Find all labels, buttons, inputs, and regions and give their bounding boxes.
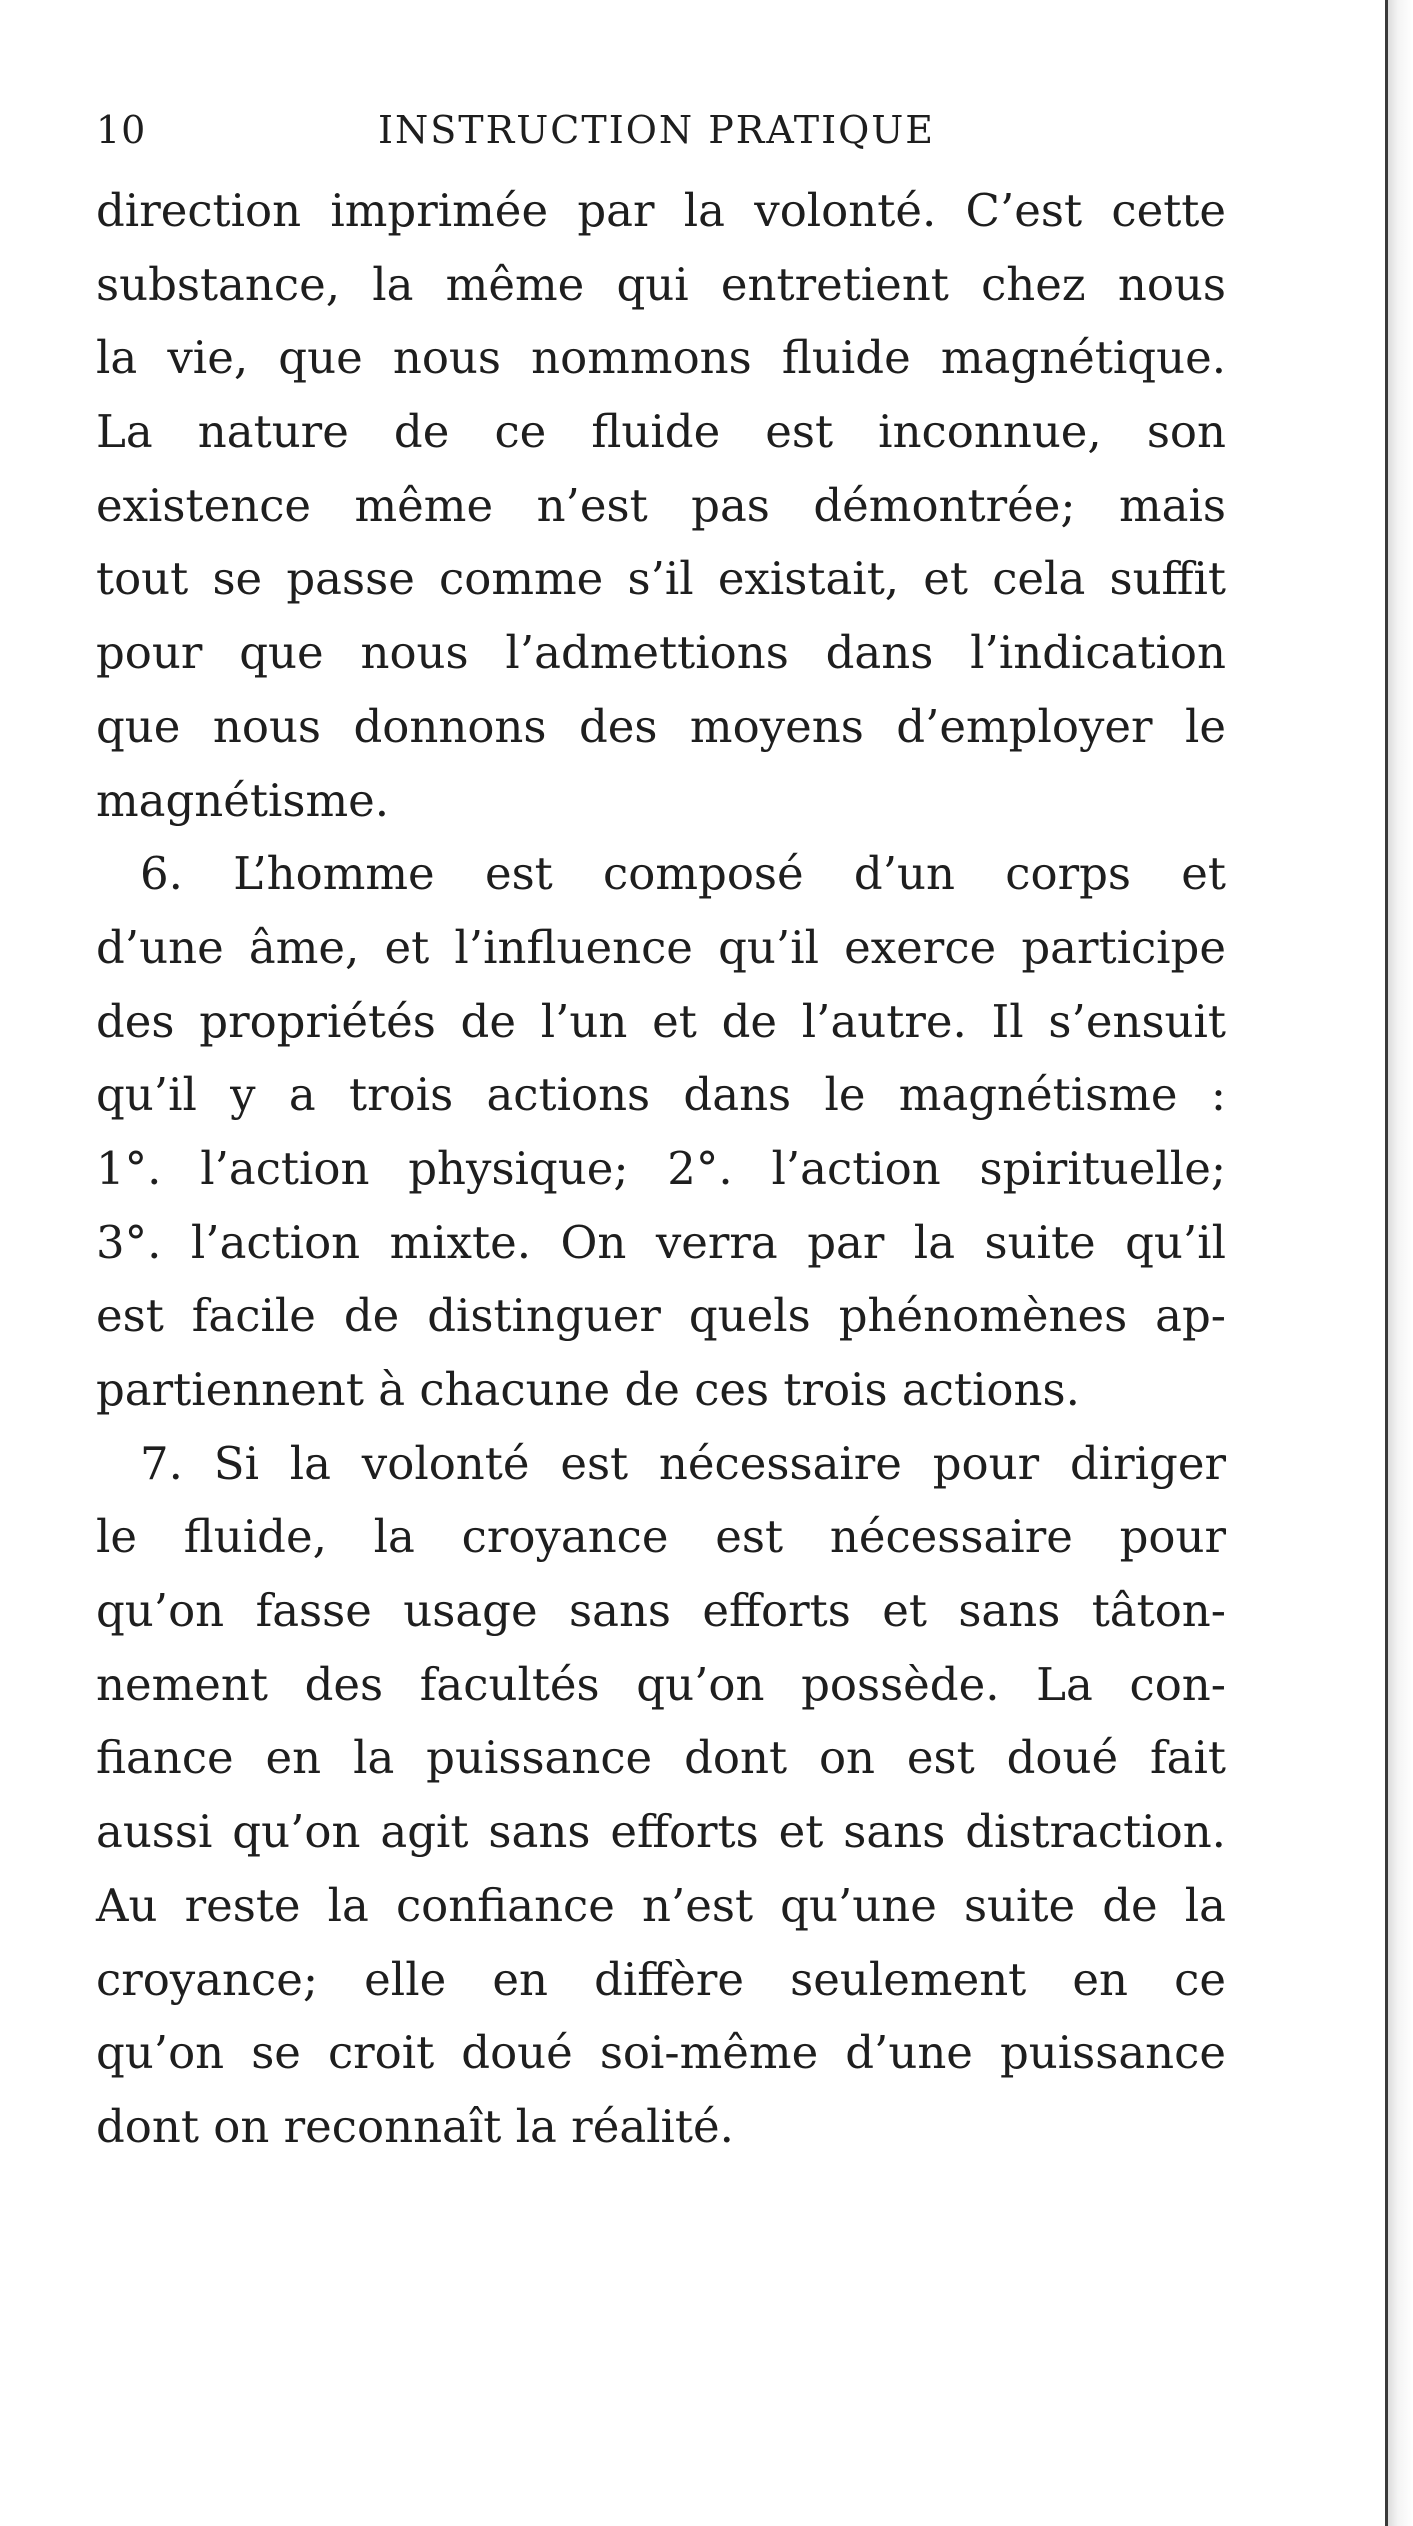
text-line: La nature de ce fluide est inconnue, son (96, 405, 1226, 459)
text-line: aussi qu’on agit sans efforts et sans distraction. (96, 1805, 1226, 1859)
page-number: 10 (96, 108, 147, 152)
text-line: 1°. l’action physique; 2°. l’action spirituelle; (96, 1141, 1226, 1195)
text-line: magnétisme. (96, 773, 390, 827)
text-line: dont on reconnaît la réalité. (96, 2099, 734, 2153)
text-line: existence même n’est pas démontrée; mais (96, 478, 1226, 532)
body-text (96, 174, 1226, 2164)
running-header (96, 108, 1266, 164)
text-line: tout se passe comme s’il existait, et cela suffit (96, 552, 1226, 606)
text-line: pour que nous l’admettions dans l’indication (96, 626, 1226, 680)
text-line: nement des facultés qu’on possède. La con- (96, 1657, 1226, 1711)
text-line: le fluide, la croyance est nécessaire pour (96, 1510, 1226, 1564)
text-line: 3°. l’action mixte. On verra par la suite qu’il (96, 1215, 1226, 1269)
text-line: que nous donnons des moyens d’employer le (96, 699, 1226, 753)
text-line: partiennent à chacune de ces trois actions. (96, 1363, 1080, 1416)
text-line: substance, la même qui entretient chez nous (96, 257, 1226, 311)
page-edge-shadow (1388, 0, 1413, 2526)
text-line: croyance; elle en diffère seulement en ce (96, 1952, 1226, 2006)
paragraph-6-first-line: 6. L’homme est composé d’un corps et (140, 847, 1226, 901)
text-line: qu’on se croit doué soi-même d’une puissance (96, 2026, 1226, 2080)
text-line: fiance en la puissance dont on est doué fait (96, 1731, 1226, 1785)
running-title: INSTRUCTION PRATIQUE (378, 108, 936, 152)
paragraph-7-first-line: 7. Si la volonté est nécessaire pour diriger (140, 1436, 1226, 1490)
text-line: des propriétés de l’un et de l’autre. Il s’ensuit (96, 994, 1226, 1048)
text-line: d’une âme, et l’influence qu’il exerce participe (96, 920, 1226, 974)
text-line: qu’il y a trois actions dans le magnétisme : (96, 1068, 1226, 1122)
text-line: direction imprimée par la volonté. C’est cette (96, 184, 1226, 237)
page-edge-line (1385, 0, 1388, 2526)
text-line: est facile de distinguer quels phénomènes ap- (96, 1289, 1226, 1343)
text-line: qu’on fasse usage sans efforts et sans tâton- (96, 1584, 1226, 1638)
text-line: Au reste la confiance n’est qu’une suite de la (96, 1878, 1226, 1932)
text-line: la vie, que nous nommons fluide magnétique. (96, 331, 1226, 385)
